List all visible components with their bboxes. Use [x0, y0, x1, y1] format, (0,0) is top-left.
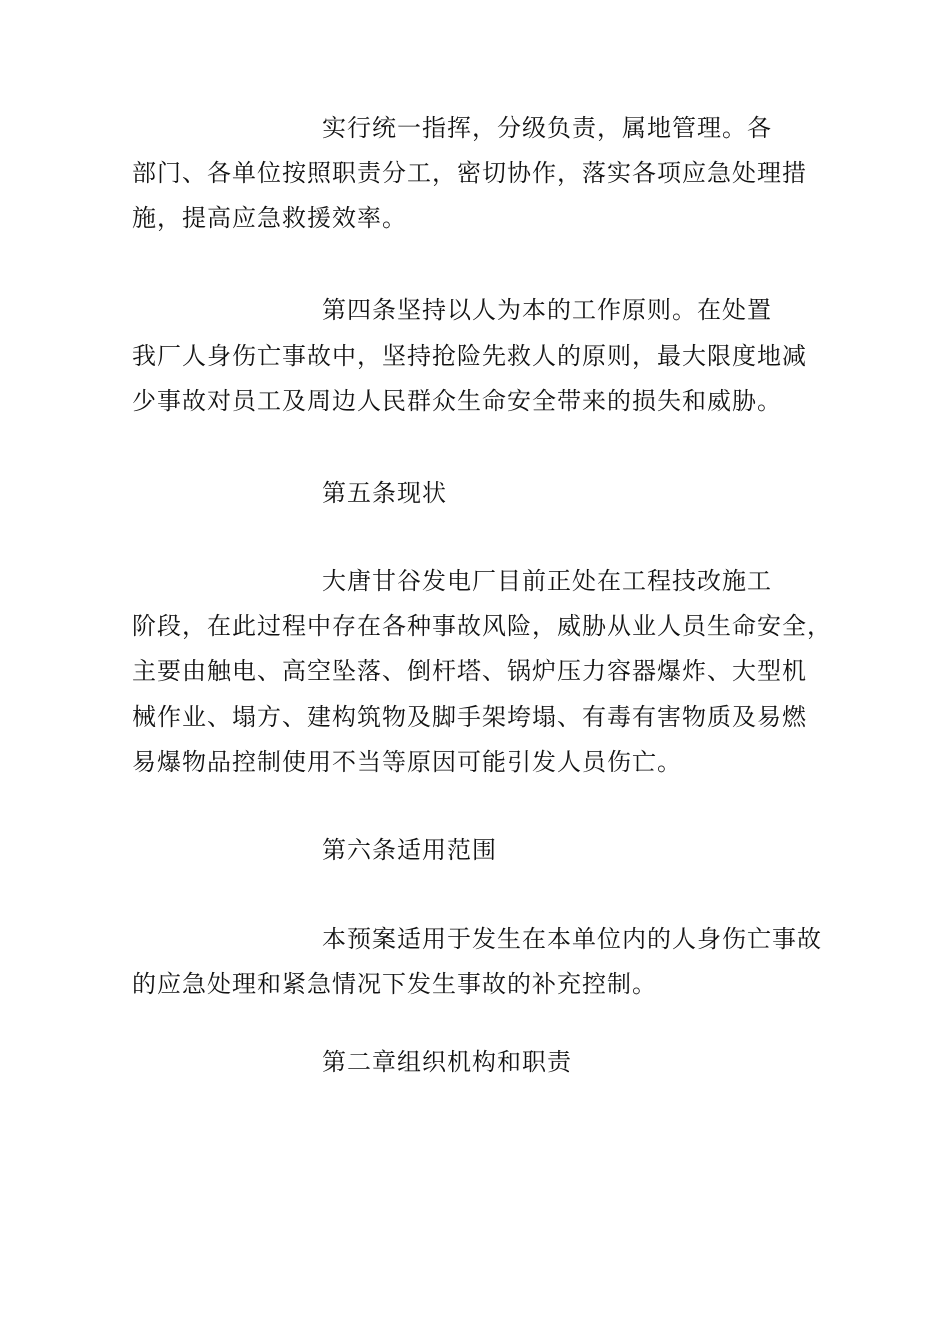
article-4-line-2: 我厂人身伤亡事故中，坚持抢险先救人的原则，最大限度地减	[132, 342, 807, 370]
status-paragraph-line-1: 大唐甘谷发电厂目前正处在工程技改施工	[322, 567, 772, 595]
status-paragraph-line-2: 阶段，在此过程中存在各种事故风险，威胁从业人员生命安全，	[132, 612, 832, 640]
scope-paragraph-line-2: 的应急处理和紧急情况下发生事故的补充控制。	[132, 970, 657, 998]
paragraph-1-line-1: 实行统一指挥，分级负责，属地管理。各	[322, 114, 772, 142]
paragraph-1-line-2: 部门、各单位按照职责分工，密切协作，落实各项应急处理措	[132, 159, 807, 187]
chapter-2-heading: 第二章组织机构和职责	[322, 1048, 572, 1076]
status-paragraph-line-5: 易爆物品控制使用不当等原因可能引发人员伤亡。	[132, 748, 682, 776]
status-paragraph-line-4: 械作业、塌方、建构筑物及脚手架垮塌、有毒有害物质及易燃	[132, 703, 807, 731]
status-paragraph-line-3: 主要由触电、高空坠落、倒杆塔、锅炉压力容器爆炸、大型机	[132, 657, 807, 685]
article-4-line-3: 少事故对员工及周边人民群众生命安全带来的损失和威胁。	[132, 387, 782, 415]
paragraph-1-line-3: 施，提高应急救援效率。	[132, 204, 407, 232]
article-4-line-1: 第四条坚持以人为本的工作原则。在处置	[322, 296, 772, 324]
scope-paragraph-line-1: 本预案适用于发生在本单位内的人身伤亡事故	[322, 925, 822, 953]
article-5-heading: 第五条现状	[322, 479, 447, 507]
article-6-heading: 第六条适用范围	[322, 836, 497, 864]
